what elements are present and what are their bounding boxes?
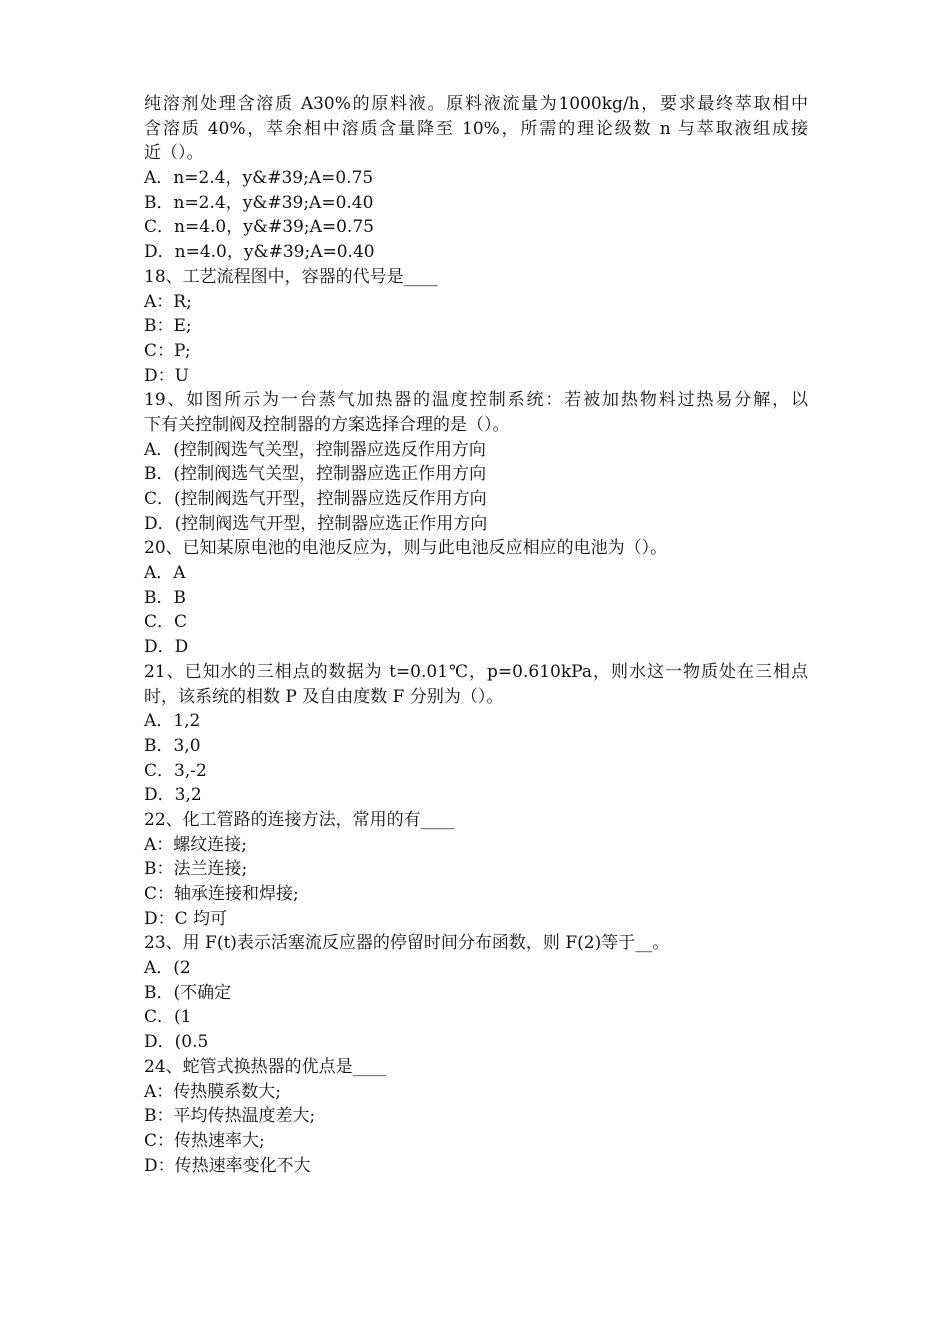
option-line: C．C [144,612,188,633]
question-line: 下有关控制阀及控制器的方案选择合理的是（）。 [144,414,510,435]
option-line: B：E; [144,316,192,337]
option-line: D：C 均可 [144,908,228,929]
question-line: 19、如图所示为一台蒸气加热器的温度控制系统：若被加热物料过热易分解，以 [144,390,808,411]
document-page [144,92,808,1178]
option-line: B：法兰连接; [144,859,248,880]
question-line: 21、已知水的三相点的数据为 t=0.01℃，p=0.610kPa，则水这一物质处在三相点 [144,661,808,682]
option-line: A：传热膜系数大; [144,1081,282,1102]
question-line: 18、工艺流程图中，容器的代号是____ [144,266,438,287]
option-line: C．n=4.0，y&#39;A=0.75 [144,217,374,238]
option-line: C．3,-2 [144,760,207,781]
question-line: 时，该系统的相数 P 及自由度数 F 分别为（）。 [144,686,504,707]
option-line: C：传热速率大; [144,1130,265,1151]
option-line: C：轴承连接和焊接; [144,884,299,904]
option-line: A．(控制阀选气关型，控制器应选反作用方向 [144,439,486,460]
option-line: D：传热速率变化不大 [144,1155,311,1176]
option-line: A．1,2 [144,711,201,732]
option-line: B．B [144,587,186,608]
text-line: 含溶质 40%，萃余相中溶质含量降至 10%，所需的理论级数 n 与萃取液组成接 [144,118,808,139]
question-line: 23、用 F(t)表示活塞流反应器的停留时间分布函数，则 F(2)等于__。 [144,933,670,954]
option-line: D．3,2 [144,785,202,806]
option-line: B．(不确定 [144,982,232,1003]
option-line: D：U [144,365,189,386]
option-line: A．n=2.4，y&#39;A=0.75 [144,168,374,189]
option-line: D．(控制阀选气开型，控制器应选正作用方向 [144,513,488,534]
option-line: C．(1 [144,1007,192,1028]
option-line: C：P; [144,340,191,361]
option-line: A：螺纹连接; [144,834,248,855]
question-line: 24、蛇管式换热器的优点是____ [144,1056,387,1077]
option-line: D．D [144,637,189,658]
option-line: B：平均传热温度差大; [144,1106,316,1127]
option-line: A．A [144,563,186,584]
option-line: D．(0.5 [144,1032,209,1053]
text-line: 纯溶剂处理含溶质 A30%的原料液。原料液流量为1000kg/h，要求最终萃取相中 [144,94,808,114]
option-line: B．n=2.4，y&#39;A=0.40 [144,192,374,213]
question-line: 22、化工管路的连接方法，常用的有____ [144,809,455,830]
option-line: C．(控制阀选气开型，控制器应选反作用方向 [144,489,487,509]
option-line: B．3,0 [144,735,201,756]
option-line: D．n=4.0，y&#39;A=0.40 [144,242,375,263]
option-line: B．(控制阀选气关型，控制器应选正作用方向 [144,464,487,485]
question-line: 20、已知某原电池的电池反应为，则与此电池反应相应的电池为（）。 [144,538,668,559]
text-line: 近（）。 [144,143,204,164]
option-line: A：R; [144,291,192,312]
option-line: A．(2 [144,958,191,979]
